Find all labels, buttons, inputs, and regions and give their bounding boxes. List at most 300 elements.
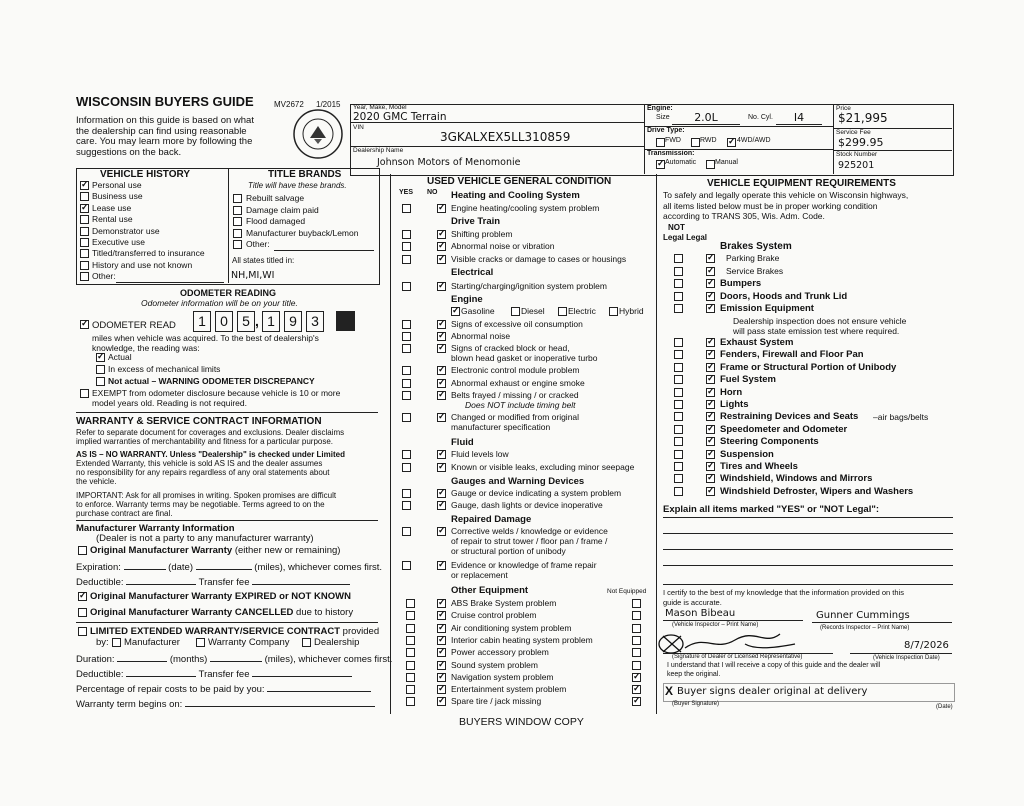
not-legal-checkbox[interactable] xyxy=(674,412,683,421)
not-legal-checkbox[interactable] xyxy=(674,338,683,347)
not-equipped-checkbox[interactable] xyxy=(632,624,641,633)
records-label: (Records Inspector – Print Name) xyxy=(820,625,910,631)
legal-checkbox[interactable] xyxy=(706,267,715,276)
fuel-label: Diesel xyxy=(521,306,545,316)
cancelled-checkbox[interactable] xyxy=(78,608,87,617)
used-item-label: Shifting problem xyxy=(451,229,513,239)
original-warranty-checkbox[interactable] xyxy=(78,546,87,555)
original-warranty-tail: (either new or remaining) xyxy=(234,545,341,556)
not-equipped-checkbox[interactable] xyxy=(632,697,641,706)
drive-label: Drive Type: xyxy=(647,127,685,134)
used-item-label: Electronic control module problem xyxy=(451,365,580,375)
no-header: NO xyxy=(427,189,438,196)
vin-label: VIN xyxy=(353,124,364,131)
other-yes-checkbox[interactable] xyxy=(406,611,415,620)
not-legal-checkbox[interactable] xyxy=(674,279,683,288)
cancelled-tail: due to history xyxy=(296,607,354,618)
used-item-label: Signs of excessive oil consumption xyxy=(451,319,583,329)
excess-checkbox[interactable] xyxy=(96,365,105,374)
other-item-label: Sound system problem xyxy=(451,659,538,670)
legal-label: Legal Legal xyxy=(663,233,708,242)
by-warranty-company-checkbox[interactable] xyxy=(196,638,205,647)
odometer-digit: 9 xyxy=(284,311,302,332)
equipment-item-label: Windshield, Windows and Mirrors xyxy=(720,473,873,485)
legal-checkbox[interactable] xyxy=(706,487,715,496)
other-item-label: Entertainment system problem xyxy=(451,684,567,695)
legal-checkbox[interactable] xyxy=(706,350,715,359)
deductible-row-2 xyxy=(76,669,352,680)
expired-label: Original Manufacturer Warranty EXPIRED or NOT KNOWN xyxy=(90,591,351,602)
awd-checkbox[interactable] xyxy=(727,138,736,147)
used-yes-checkbox[interactable] xyxy=(402,489,411,498)
equipment-item-label: Fuel System xyxy=(720,374,776,386)
original-warranty-label: Original Manufacturer Warranty xyxy=(90,545,233,556)
not-legal-checkbox[interactable] xyxy=(674,304,683,313)
fuel-checkbox[interactable] xyxy=(511,307,520,316)
buyer-sig-label: (Buyer Signature) xyxy=(672,701,720,707)
duration-row xyxy=(76,654,392,665)
equipment-item-label: Doors, Hoods and Trunk Lid xyxy=(720,290,848,302)
limited-checkbox[interactable] xyxy=(78,627,87,636)
other-yes-checkbox[interactable] xyxy=(406,673,415,682)
used-item-label: Visible cracks or damage to cases or housings xyxy=(451,254,627,264)
equipment-item-label: Emission Equipment xyxy=(720,303,814,314)
not-equipped-checkbox[interactable] xyxy=(632,648,641,657)
not-legal-checkbox[interactable] xyxy=(674,292,683,301)
not-legal-checkbox[interactable] xyxy=(674,474,683,483)
other-yes-checkbox[interactable] xyxy=(406,624,415,633)
not-equipped-checkbox[interactable] xyxy=(632,599,641,608)
history-checkbox[interactable] xyxy=(80,204,89,213)
transfer-fee-label: Transfer fee xyxy=(198,577,250,588)
emission-note: will pass state emission test where required. xyxy=(733,326,900,336)
title-brand-label: Other: xyxy=(246,239,270,250)
used-yes-checkbox[interactable] xyxy=(402,204,411,213)
used-yes-checkbox[interactable] xyxy=(402,242,411,251)
used-item-label: Known or visible leaks, excluding minor seepage xyxy=(451,462,635,472)
equipment-item-label: Parking Brake xyxy=(726,253,780,263)
legal-checkbox[interactable] xyxy=(706,450,715,459)
limited-tail: provided xyxy=(342,626,380,637)
fuel-checkbox[interactable] xyxy=(451,307,460,316)
intro-text: Information on this guide is based on what the dealership can find using reasonable care. You may learn more by following the suggestions on the back. xyxy=(76,115,254,158)
legal-checkbox[interactable] xyxy=(706,363,715,372)
not-equipped-checkbox[interactable] xyxy=(632,685,641,694)
fwd-label: FWD xyxy=(665,137,681,144)
deductible-row xyxy=(76,577,350,588)
pct-label: Percentage of repair costs to be paid by you: xyxy=(76,684,265,695)
used-item-label: Changed or modified from original xyxy=(451,412,580,422)
begins-row xyxy=(76,699,375,710)
used-item-label: Gauge or device indicating a system problem xyxy=(451,488,622,498)
title-brand-label: Flood damaged xyxy=(246,216,306,227)
other-item-label: ABS Brake System problem xyxy=(451,598,557,608)
by-manufacturer-label: Manufacturer xyxy=(124,637,180,648)
actual-label: Actual xyxy=(108,352,132,362)
title-brand-label: Damage claim paid xyxy=(246,204,319,215)
by-manufacturer-checkbox[interactable] xyxy=(112,638,121,647)
history-checkbox[interactable] xyxy=(80,227,89,236)
warranty-refer: Refer to separate document for coverages and exclusions. Dealer disclaims implied warranties of merchantability and fitness for a particular purpose. xyxy=(76,428,345,446)
used-no-checkbox[interactable] xyxy=(437,527,446,536)
expiration-row xyxy=(76,562,382,573)
title-brand-checkbox[interactable] xyxy=(233,217,242,226)
other-yes-checkbox[interactable] xyxy=(406,599,415,608)
not-legal-checkbox[interactable] xyxy=(674,363,683,372)
used-no-checkbox[interactable] xyxy=(437,282,446,291)
used-title: USED VEHICLE GENERAL CONDITION xyxy=(427,176,612,187)
used-group-heading: Engine xyxy=(451,294,483,305)
used-yes-checkbox[interactable] xyxy=(402,391,411,400)
buyer-x: X xyxy=(665,684,674,698)
cyl-label: No. Cyl. xyxy=(748,114,773,121)
history-checkbox[interactable] xyxy=(80,238,89,247)
equipment-item-label: Bumpers xyxy=(720,278,762,289)
not-actual-label: Not actual – WARNING ODOMETER DISCREPANCY xyxy=(108,376,315,386)
pct-row xyxy=(76,684,371,695)
used-no-checkbox[interactable] xyxy=(437,489,446,498)
used-item-label: Corrective welds / knowledge or evidence xyxy=(451,526,608,536)
title-brand-label: Manufacturer buyback/Lemon xyxy=(246,227,359,238)
automatic-label: Automatic xyxy=(665,159,697,166)
miles-label-2: (miles), whichever comes first. xyxy=(264,654,393,665)
buyer-date-label: (Date) xyxy=(936,704,953,710)
used-yes-checkbox[interactable] xyxy=(402,379,411,388)
fuel-checkbox[interactable] xyxy=(558,307,567,316)
history-item-label: Rental use xyxy=(92,214,133,225)
wisconsin-seal-icon xyxy=(292,108,344,160)
history-item-label: Demonstrator use xyxy=(92,225,160,236)
fuel-label: Gasoline xyxy=(461,306,495,316)
legal-checkbox[interactable] xyxy=(706,304,715,313)
used-yes-checkbox[interactable] xyxy=(402,255,411,264)
inspection-date: 8/7/2026 xyxy=(904,640,949,651)
odometer-separator: , xyxy=(255,313,259,329)
used-yes-checkbox[interactable] xyxy=(402,366,411,375)
used-yes-checkbox[interactable] xyxy=(402,501,411,510)
equipment-item-label: Horn xyxy=(720,386,743,398)
mfr-warranty-title: Manufacturer Warranty Information xyxy=(76,523,235,534)
other-yes-checkbox[interactable] xyxy=(406,685,415,694)
used-item-label: Belts frayed / missing / or cracked xyxy=(451,390,579,400)
equipment-item-label: Service Brakes xyxy=(726,266,784,276)
awd-label: 4WD/AWD xyxy=(737,137,771,144)
used-no-checkbox[interactable] xyxy=(437,413,446,422)
footer-copy-label: BUYERS WINDOW COPY xyxy=(459,716,584,728)
used-yes-checkbox[interactable] xyxy=(402,332,411,341)
other-item-label: Power accessory problem xyxy=(451,647,549,658)
price-value: $21,995 xyxy=(838,111,888,125)
legal-checkbox[interactable] xyxy=(706,338,715,347)
used-group-heading: Heating and Cooling System xyxy=(451,190,580,201)
fuel-label: Electric xyxy=(568,306,596,316)
used-group-heading: Drive Train xyxy=(451,216,501,227)
title-brands-title: TITLE BRANDS xyxy=(268,169,342,180)
used-yes-checkbox[interactable] xyxy=(402,561,411,570)
yes-header: YES xyxy=(399,189,414,196)
history-item-label: History and use not known xyxy=(92,259,193,270)
used-no-checkbox[interactable] xyxy=(437,501,446,510)
form-number: MV2672 xyxy=(274,100,304,109)
automatic-checkbox[interactable] xyxy=(656,160,665,169)
odometer-digit: 0 xyxy=(215,311,233,332)
used-item-continuation: or structural portion of unibody xyxy=(451,546,566,556)
not-legal-checkbox[interactable] xyxy=(674,425,683,434)
history-checkbox[interactable] xyxy=(80,181,89,190)
equipment-item-label: Suspension xyxy=(720,448,774,460)
other-no-checkbox[interactable] xyxy=(437,685,446,694)
not-legal-checkbox[interactable] xyxy=(674,388,683,397)
used-yes-checkbox[interactable] xyxy=(402,230,411,239)
important-text: IMPORTANT: Ask for all promises in writing. Spoken promises are difficult to enforce. Warranty terms may be negotiable. Terms agreed to on the purchase contract are final. xyxy=(76,491,337,518)
mfr-warranty-sub: (Dealer is not a party to any manufacturer warranty) xyxy=(96,533,314,544)
engine-size: 2.0L xyxy=(672,111,740,125)
other-no-checkbox[interactable] xyxy=(437,697,446,706)
manual-checkbox[interactable] xyxy=(706,160,715,169)
used-item-label: Starting/charging/ignition system problem xyxy=(451,281,607,291)
history-checkbox[interactable] xyxy=(80,272,89,281)
odometer-title: ODOMETER READING xyxy=(180,288,277,298)
used-no-checkbox[interactable] xyxy=(437,242,446,251)
legal-checkbox[interactable] xyxy=(706,412,715,421)
not-legal-checkbox[interactable] xyxy=(674,450,683,459)
rwd-label: RWD xyxy=(700,137,717,144)
other-yes-checkbox[interactable] xyxy=(406,697,415,706)
history-item-label: Executive use xyxy=(92,237,145,247)
not-legal-checkbox[interactable] xyxy=(674,375,683,384)
begins-label: Warranty term begins on: xyxy=(76,699,183,710)
other-no-checkbox[interactable] xyxy=(437,624,446,633)
explain-label: Explain all items marked "YES" or "NOT Legal": xyxy=(663,504,879,515)
legal-checkbox[interactable] xyxy=(706,292,715,301)
not-equipped-checkbox[interactable] xyxy=(632,611,641,620)
certify-text: I certify to the best of my knowledge that the information provided on this guide is accurate. xyxy=(663,588,904,607)
title-brand-checkbox[interactable] xyxy=(233,240,242,249)
size-label: Size xyxy=(656,114,670,121)
not-legal-checkbox[interactable] xyxy=(674,267,683,276)
other-no-checkbox[interactable] xyxy=(437,611,446,620)
states-titled: NH,MI,WI xyxy=(231,270,275,281)
brakes-heading: Brakes System xyxy=(720,241,792,252)
odometer-read-checkbox[interactable] xyxy=(80,320,89,329)
used-yes-checkbox[interactable] xyxy=(402,527,411,536)
history-checkbox[interactable] xyxy=(80,249,89,258)
dealer-name: Johnson Motors of Menomonie xyxy=(377,157,521,168)
exempt-checkbox[interactable] xyxy=(80,389,89,398)
used-group-heading: Gauges and Warning Devices xyxy=(451,476,585,487)
inspector-label: (Vehicle Inspector – Print Name) xyxy=(672,622,759,628)
used-yes-checkbox[interactable] xyxy=(402,282,411,291)
deductible-label-2: Deductible: xyxy=(76,669,124,680)
not-legal-checkbox[interactable] xyxy=(674,350,683,359)
used-item-continuation: of repair to strut tower / floor pan / frame / xyxy=(451,536,608,546)
other-no-checkbox[interactable] xyxy=(437,599,446,608)
as-is-text: AS IS – NO WARRANTY. Unless "Dealership" is checked under Limited Extended Warranty, this vehicle is sold AS IS and the dealer assumes no responsibility for any repairs regardless of any oral statements about the vehicle. xyxy=(76,450,345,486)
legal-checkbox[interactable] xyxy=(706,254,715,263)
legal-checkbox[interactable] xyxy=(706,388,715,397)
used-yes-checkbox[interactable] xyxy=(402,320,411,329)
used-no-checkbox[interactable] xyxy=(437,561,446,570)
equipment-title: VEHICLE EQUIPMENT REQUIREMENTS xyxy=(707,178,896,189)
title-brand-checkbox[interactable] xyxy=(233,229,242,238)
used-no-checkbox[interactable] xyxy=(437,450,446,459)
history-item-label: Business use xyxy=(92,191,143,202)
equipment-item-label: Exhaust System xyxy=(720,337,794,348)
odometer-digit: 5 xyxy=(237,311,255,332)
service-fee-label: Service Fee xyxy=(836,129,871,136)
odometer-tenths-box xyxy=(336,311,355,331)
dealer-label: Dealership Name xyxy=(353,147,404,154)
by-row xyxy=(76,637,109,648)
fuel-label: Hybrid xyxy=(619,306,644,316)
equipment-item-label: Speedometer and Odometer xyxy=(720,423,848,435)
legal-checkbox[interactable] xyxy=(706,462,715,471)
equipment-item-label: Fenders, Firewall and Floor Pan xyxy=(720,349,864,361)
used-yes-checkbox[interactable] xyxy=(402,450,411,459)
used-no-checkbox[interactable] xyxy=(437,391,446,400)
form-date: 1/2015 xyxy=(316,100,341,109)
records-name: Gunner Cummings xyxy=(816,610,910,621)
miles-label: (miles), whichever comes first. xyxy=(254,562,383,573)
other-yes-checkbox[interactable] xyxy=(406,636,415,645)
title-brands-subtitle: Title will have these brands. xyxy=(248,181,347,190)
used-no-checkbox[interactable] xyxy=(437,204,446,213)
other-item-label: Spare tire / jack missing xyxy=(451,696,542,707)
duration-label: Duration: xyxy=(76,654,115,665)
legal-checkbox[interactable] xyxy=(706,437,715,446)
used-no-checkbox[interactable] xyxy=(437,366,446,375)
history-checkbox[interactable] xyxy=(80,215,89,224)
cancelled-label: Original Manufacturer Warranty CANCELLED xyxy=(90,607,294,618)
used-yes-checkbox[interactable] xyxy=(402,344,411,353)
title-brand-checkbox[interactable] xyxy=(233,194,242,203)
used-item-label: Fluid levels low xyxy=(451,449,509,459)
not-legal-checkbox[interactable] xyxy=(674,437,683,446)
other-yes-checkbox[interactable] xyxy=(406,661,415,670)
other-no-checkbox[interactable] xyxy=(437,673,446,682)
history-item-label: Titled/transferred to insurance xyxy=(92,248,205,259)
used-item-label: Evidence or knowledge of frame repair xyxy=(451,560,597,570)
not-equipped-checkbox[interactable] xyxy=(632,636,641,645)
used-item-label: Engine heating/cooling system problem xyxy=(451,203,600,213)
used-no-checkbox[interactable] xyxy=(437,230,446,239)
inspection-date-label: (Vehicle Inspection Date) xyxy=(873,655,940,661)
not-label: NOT xyxy=(668,223,685,232)
used-yes-checkbox[interactable] xyxy=(402,463,411,472)
limited-label: LIMITED EXTENDED WARRANTY/SERVICE CONTRACT xyxy=(90,626,341,637)
date-label: (date) xyxy=(168,562,193,573)
fuel-checkbox[interactable] xyxy=(609,307,618,316)
deductible-label: Deductible: xyxy=(76,577,124,588)
not-actual-checkbox[interactable] xyxy=(96,377,105,386)
other-item-label: Navigation system problem xyxy=(451,671,554,682)
equipment-item-label: Tires and Wheels xyxy=(720,461,798,472)
emission-note: Dealership inspection does not ensure vehicle xyxy=(733,316,907,326)
title-brand-checkbox[interactable] xyxy=(233,206,242,215)
fwd-checkbox[interactable] xyxy=(656,138,665,147)
odometer-digit: 3 xyxy=(306,311,324,332)
used-no-checkbox[interactable] xyxy=(437,255,446,264)
by-label: by: xyxy=(96,637,109,648)
expired-checkbox[interactable] xyxy=(78,592,87,601)
used-no-checkbox[interactable] xyxy=(437,463,446,472)
not-legal-checkbox[interactable] xyxy=(674,400,683,409)
receive-text: I understand that I will receive a copy of this guide and the dealer will keep the original. xyxy=(667,662,881,678)
used-group-heading: Electrical xyxy=(451,267,494,278)
used-no-checkbox[interactable] xyxy=(437,344,446,353)
legal-checkbox[interactable] xyxy=(706,400,715,409)
legal-checkbox[interactable] xyxy=(706,375,715,384)
other-no-checkbox[interactable] xyxy=(437,648,446,657)
other-yes-checkbox[interactable] xyxy=(406,648,415,657)
used-item-label: Abnormal noise xyxy=(451,331,511,341)
used-item-label: Gauge, dash lights or device inoperative xyxy=(451,500,603,510)
equipment-item-label: Steering Components xyxy=(720,436,819,448)
not-equipped-header: Not Equipped xyxy=(607,588,647,595)
title-brand-label: Rebuilt salvage xyxy=(246,193,305,203)
used-item-label: Abnormal noise or vibration xyxy=(451,241,555,251)
used-item-label: Signs of cracked block or head, xyxy=(451,343,570,353)
legal-checkbox[interactable] xyxy=(706,425,715,434)
history-item-label: Lease use xyxy=(92,202,132,213)
used-no-checkbox[interactable] xyxy=(437,379,446,388)
price-label: Price xyxy=(836,105,851,112)
form-title: WISCONSIN BUYERS GUIDE xyxy=(76,94,254,109)
restraint-tail: –air bags/belts xyxy=(873,412,929,423)
rwd-checkbox[interactable] xyxy=(691,138,700,147)
warranty-title: WARRANTY & SERVICE CONTRACT INFORMATION xyxy=(76,416,322,427)
history-item-label: Other: xyxy=(92,271,116,282)
not-legal-checkbox[interactable] xyxy=(674,254,683,263)
other-item-label: Interior cabin heating system problem xyxy=(451,634,593,645)
odometer-subtitle: Odometer information will be on your title. xyxy=(141,298,298,308)
other-no-checkbox[interactable] xyxy=(437,636,446,645)
odometer-digit: 1 xyxy=(193,311,211,332)
other-no-checkbox[interactable] xyxy=(437,661,446,670)
used-yes-checkbox[interactable] xyxy=(402,413,411,422)
used-no-checkbox[interactable] xyxy=(437,320,446,329)
by-warranty-company-label: Warranty Company xyxy=(208,637,290,648)
odometer-read-label: ODOMETER READ xyxy=(92,320,176,331)
vin-value: 3GKALXEX5LL310859 xyxy=(440,130,571,144)
not-legal-checkbox[interactable] xyxy=(674,462,683,471)
used-item-continuation: blown head gasket or inoperative turbo xyxy=(451,353,598,363)
not-equipped-checkbox[interactable] xyxy=(632,661,641,670)
history-checkbox[interactable] xyxy=(80,261,89,270)
equipment-item-label: Frame or Structural Portion of Unibody xyxy=(720,361,897,373)
odometer-miles-text: miles when vehicle was acquired. To the best of dealership's knowledge, the reading was: xyxy=(92,333,319,353)
history-checkbox[interactable] xyxy=(80,192,89,201)
actual-checkbox[interactable] xyxy=(96,353,105,362)
manual-label: Manual xyxy=(715,159,738,166)
stock-label: Stock Number xyxy=(836,151,878,158)
not-equipped-checkbox[interactable] xyxy=(632,673,641,682)
legal-checkbox[interactable] xyxy=(706,279,715,288)
used-group-heading: Repaired Damage xyxy=(451,514,532,525)
not-legal-checkbox[interactable] xyxy=(674,487,683,496)
history-title: VEHICLE HISTORY xyxy=(100,169,191,180)
expiration-label: Expiration: xyxy=(76,562,121,573)
other-item-label: Cruise control problem xyxy=(451,610,537,621)
used-item-label: Abnormal exhaust or engine smoke xyxy=(451,378,585,388)
used-no-checkbox[interactable] xyxy=(437,332,446,341)
stock-number: 925201 xyxy=(838,160,875,171)
transfer-fee-label-2: Transfer fee xyxy=(198,669,250,680)
excess-label: In excess of mechanical limits xyxy=(108,364,221,374)
by-dealership-checkbox[interactable] xyxy=(302,638,311,647)
legal-checkbox[interactable] xyxy=(706,474,715,483)
months-label: (months) xyxy=(169,654,208,665)
